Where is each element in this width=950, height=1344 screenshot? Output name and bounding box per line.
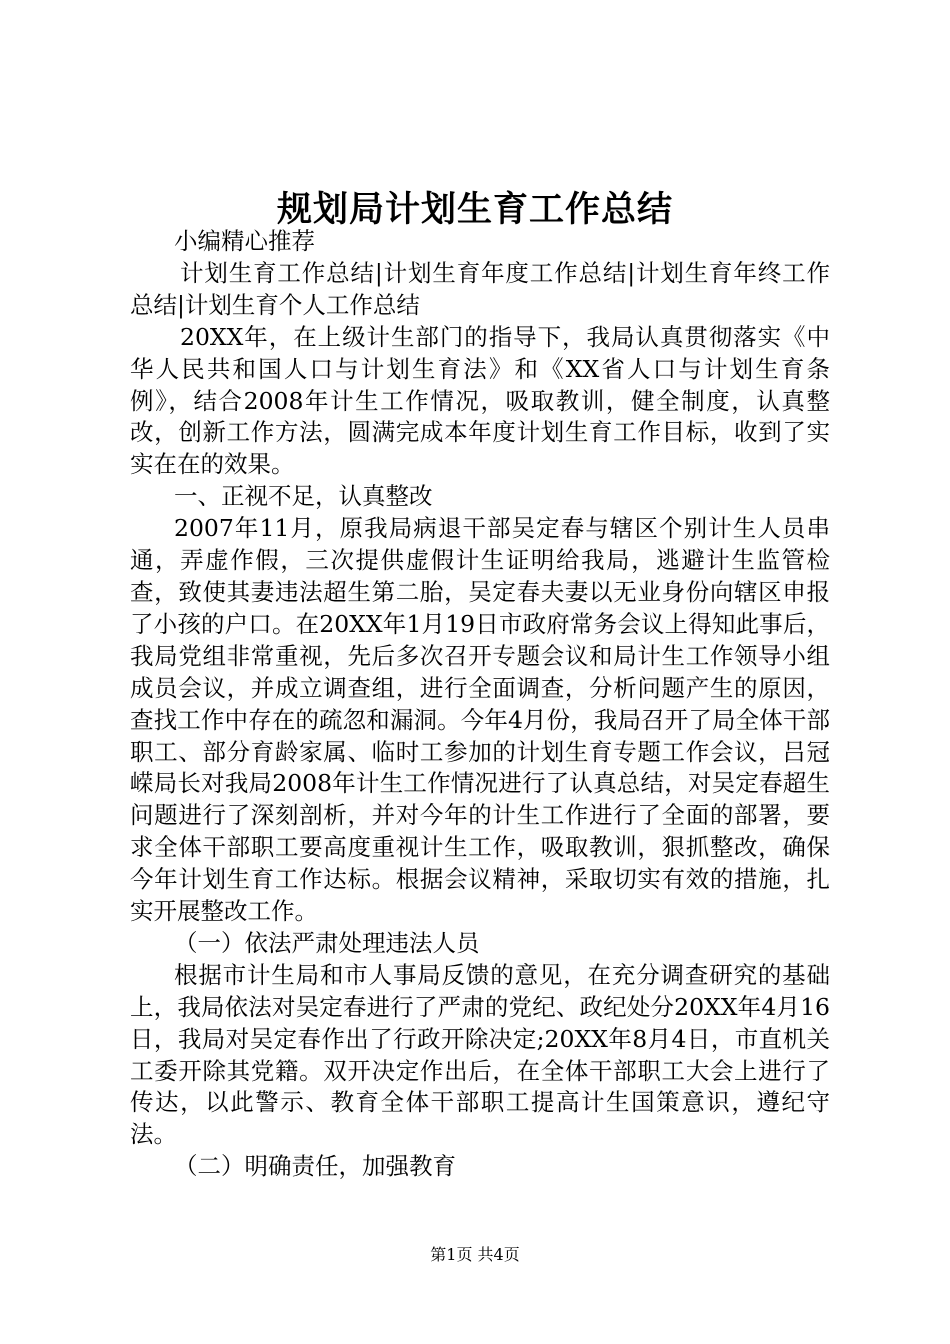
section-paragraph-1: 2007年11月，原我局病退干部吴定春与辖区个别计生人员串通，弄虚作假，三次提供虚假计生证明给我局，逃避计生监管检查，致使其妻违法超生第二胎，吴定春夫妻以无业身份向辖区申报了小孩的户口。在20XX年1月19日市政府常务会议上得知此事后，我局党组非常重视，先后多次召开专题会议和局计生工作领导小组成员会议，并成立调查组，进行全面调查，分析问题产生的原因，查找工作中存在的疏忽和漏洞。今年4月份，我局召开了局全体干部职工、部分育龄家属、临时工参加的计划生育专题工作会议，吕冠嵘局长对我局2008年计生工作情况进行了认真总结，对吴定春超生问题进行了深刻剖析，并对今年的计生工作进行了全面的部署，要求全体干部职工要高度重视计生工作，吸取教训，狠抓整改，确保今年计划生育工作达标。根据会议精神，采取切实有效的措施，扎实开展整改工作。 [130, 514, 830, 926]
subsection-heading-2: （二）明确责任，加强教育 [174, 1152, 456, 1181]
section-heading-1: 一、正视不足，认真整改 [174, 482, 433, 511]
document-body [130, 226, 830, 1183]
subsection-heading-1: （一）依法严肃处理违法人员 [174, 928, 480, 957]
page-footer: 第1页 共4页 [430, 1245, 520, 1264]
recommend-label: 小编精心推荐 [174, 227, 315, 255]
intro-paragraph: 20XX年，在上级计生部门的指导下，我局认真贯彻落实《中华人民共和国人口与计划生育法》和《XX省人口与计划生育条例》，结合2008年计生工作情况，吸取教训，健全制度，认真整改，创新工作方法，圆满完成本年度计划生育工作目标，收到了实实在在的效果。 [130, 322, 830, 479]
document-title: 规划局计划生育工作总结 [276, 189, 673, 230]
subsection-paragraph-1: 根据市计生局和市人事局反馈的意见，在充分调查研究的基础上，我局依法对吴定春进行了严肃的党纪、政纪处分20XX年4月16日，我局对吴定春作出了行政开除决定;20XX年8月4日，市直机关工委开除其党籍。双开决定作出后，在全体干部职工大会上进行了传达，以此警示、教育全体干部职工提高计生国策意识，遵纪守法。 [130, 960, 830, 1149]
related-links: 计划生育工作总结|计划生育年度工作总结|计划生育年终工作总结|计划生育个人工作总结 [130, 258, 830, 319]
